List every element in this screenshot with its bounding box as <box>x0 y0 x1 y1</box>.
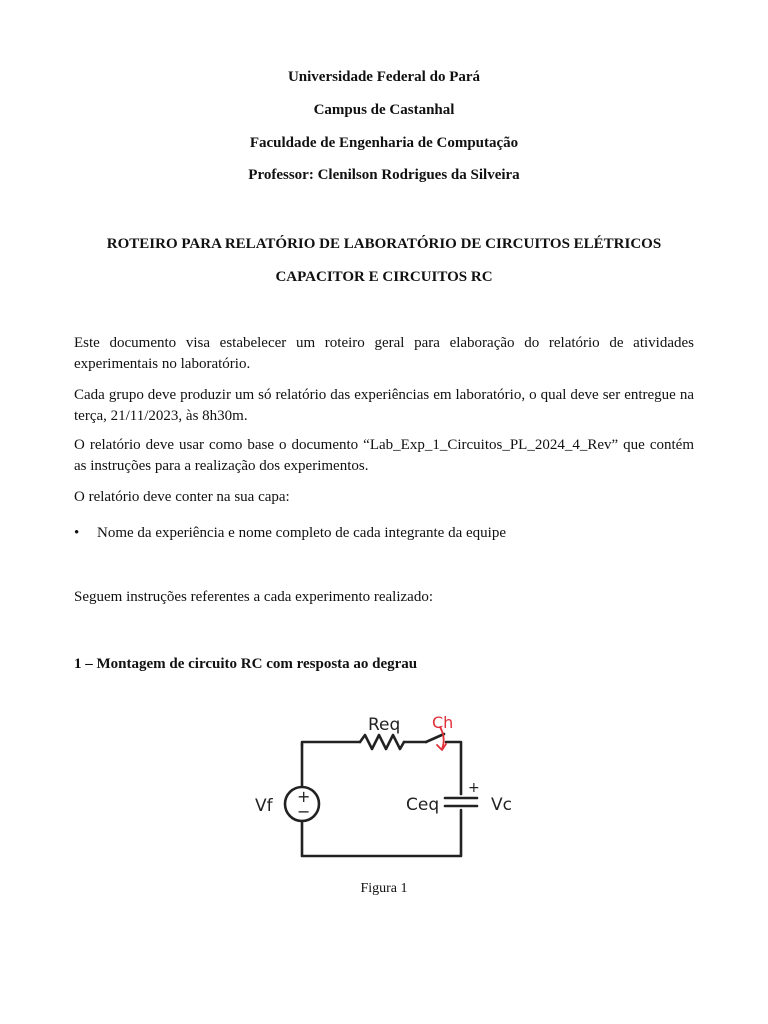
reference-paragraph: O relatório deve usar como base o documento “Lab_Exp_1_Circuitos_PL_2024_4_Rev” que contém as instruções para a realização dos experimentos. <box>74 437 694 474</box>
document-title: ROTEIRO PARA RELATÓRIO DE LABORATÓRIO DE CIRCUITOS ELÉTRICOS <box>106 236 662 252</box>
switch-arrowhead-icon <box>437 744 446 750</box>
capacitor-label: Ceq <box>406 795 440 815</box>
wire-top-right <box>446 742 461 794</box>
deadline-paragraph: Cada grupo deve produzir um só relatório das experiências em laboratório, o qual deve ser entregue na terça, 21/11/2023, às 8h30m. <box>74 387 694 424</box>
rc-circuit-figure <box>250 708 530 868</box>
instructions-paragraph: Seguem instruções referentes a cada experimento realizado: <box>74 589 433 605</box>
source-minus-sign: − <box>297 802 311 821</box>
wire-bottom <box>302 810 461 856</box>
resistor-symbol <box>360 735 404 749</box>
figure-caption: Figura 1 <box>360 881 408 896</box>
capacitor-plus-sign: + <box>468 780 480 796</box>
source-plus-sign: + <box>297 787 311 806</box>
university-name: Universidade Federal do Pará <box>287 69 481 85</box>
source-label: Vf <box>255 796 273 816</box>
capacitor-voltage-label: Vc <box>491 795 512 815</box>
wire-top-left <box>302 742 360 745</box>
circuit-diagram <box>250 708 530 868</box>
faculty-name: Faculdade de Engenharia de Computação <box>249 135 519 151</box>
bullet-item: Nome da experiência e nome completo de cada integrante da equipe <box>97 525 506 541</box>
switch-label: Ch <box>432 713 454 732</box>
switch-blade <box>426 734 444 742</box>
bullet-icon: • <box>74 525 80 541</box>
intro-paragraph: Este documento visa estabelecer um roteiro geral para elaboração do relatório de atividades experimentais no laboratório. <box>74 335 694 372</box>
professor-name: Professor: Clenilson Rodrigues da Silveira <box>248 167 520 183</box>
cover-paragraph: O relatório deve conter na sua capa: <box>74 489 290 505</box>
resistor-label: Req <box>368 715 401 735</box>
document-subtitle: CAPACITOR E CIRCUITOS RC <box>275 269 493 285</box>
section-heading: 1 – Montagem de circuito RC com resposta ao degrau <box>74 656 418 672</box>
campus-name: Campus de Castanhal <box>313 102 455 118</box>
